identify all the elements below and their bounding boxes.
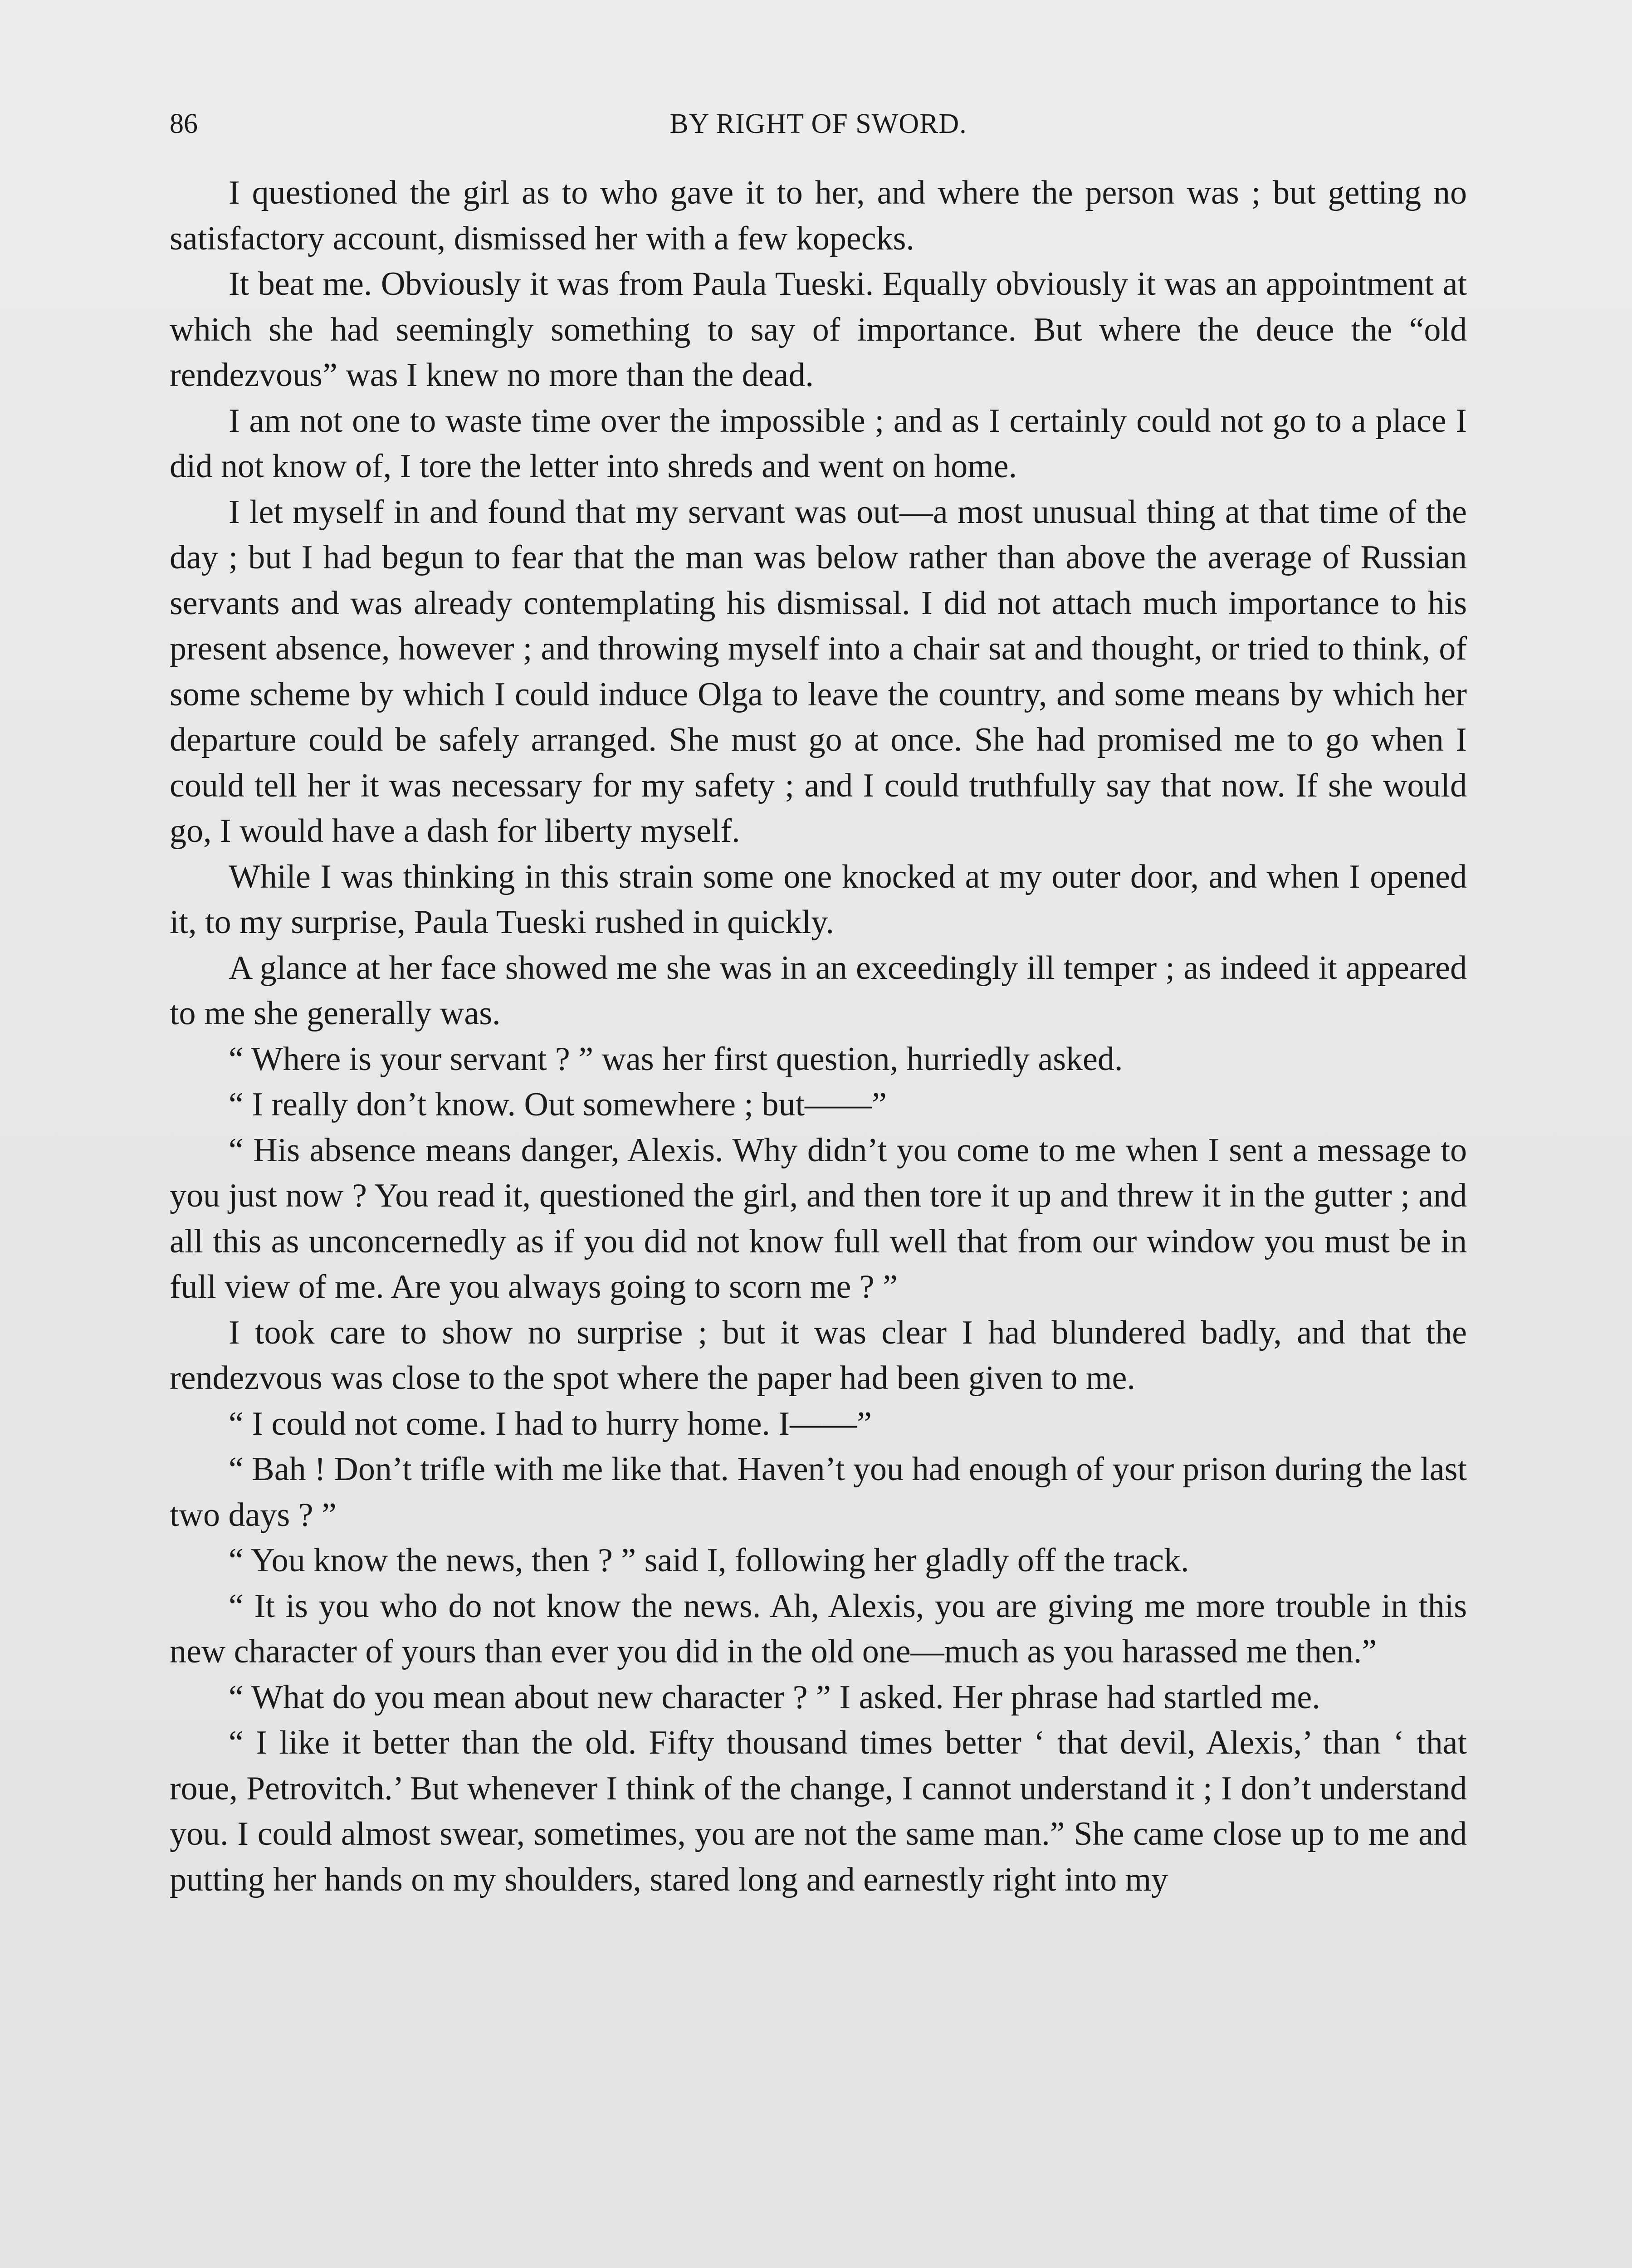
paragraph: I took care to show no surprise ; but it was clear I had blundered badly, and that the rendezvous was close to the spot where the paper had been given to me.	[170, 1314, 1467, 1397]
running-title: BY RIGHT OF SWORD.	[669, 108, 967, 139]
paragraph: It beat me. Obviously it was from Paula Tueski. Equally obviously it was an appointment at which she had seemingly something to say of importance. But where the deuce the “old rendezvous” was I knew no more than the dead.	[170, 265, 1467, 394]
paragraph: I am not one to waste time over the impossible ; and as I certainly could not go to a place I did not know of, I tore the letter into shreds and went on home.	[170, 402, 1467, 485]
paragraph: “ I really don’t know. Out somewhere ; but——”	[229, 1086, 887, 1123]
paragraph: “ What do you mean about new character ? ” I asked. Her phrase had startled me.	[229, 1678, 1320, 1716]
paragraph: A glance at her face showed me she was in an exceedingly ill temper ; as indeed it appeared to me she generally was.	[170, 949, 1467, 1032]
paragraph: “ It is you who do not know the news. Ah, Alexis, you are giving me more trouble in this new character of yours than ever you did in the old one—much as you harassed me then.”	[170, 1587, 1467, 1670]
paragraph: “ Bah ! Don’t trifle with me like that. Haven’t you had enough of your prison during the last two days ? ”	[170, 1451, 1467, 1534]
paragraph: “ I like it better than the old. Fifty thousand times better ‘ that devil, Alexis,’ than ‘ that roue, Petrovitch.’ But whenever I think of the change, I cannot understand it ; I don’t understand you. I could almost swear, sometimes, you are not the same man.” She came close up to me and putting her hands on my shoulders, stared long and earnestly right into my	[170, 1724, 1467, 1898]
paragraph: “ Where is your servant ? ” was her first question, hurriedly asked.	[229, 1040, 1123, 1078]
paragraph: I let myself in and found that my servant was out—a most unusual thing at that time of the day ; but I had begun to fear that the man was below rather than above the average of Russian servants and was already contemplating his dismissal. I did not attach much importance to his present absence, however ; and throwing myself into a chair sat and thought, or tried to think, of some scheme by which I could induce Olga to leave the country, and some means by which her departure could be safely arranged. She must go at once. She had promised me to go when I could tell her it was necessary for my safety ; and I could truthfully say that now. If she would go, I would have a dash for liberty myself.	[170, 493, 1467, 850]
paragraph: “ His absence means danger, Alexis. Why didn’t you come to me when I sent a message to you just now ? You read it, questioned the girl, and then tore it up and threw it in the gutter ; and all this as unconcernedly as if you did not know full well that from our window you must be in full view of me. Are you always going to scorn me ? ”	[170, 1131, 1467, 1305]
body-text	[170, 170, 1467, 1902]
paragraph: I questioned the girl as to who gave it to her, and where the person was ; but getting no satisfactory account, dismissed her with a few kopecks.	[170, 174, 1467, 257]
page-header	[170, 103, 1467, 144]
page-number: 86	[170, 108, 198, 139]
paragraph: “ You know the news, then ? ” said I, following her gladly off the track.	[229, 1542, 1189, 1579]
paragraph: While I was thinking in this strain some one knocked at my outer door, and when I opened it, to my surprise, Paula Tueski rushed in quickly.	[170, 858, 1467, 941]
paragraph: “ I could not come. I had to hurry home. I——”	[229, 1405, 872, 1442]
